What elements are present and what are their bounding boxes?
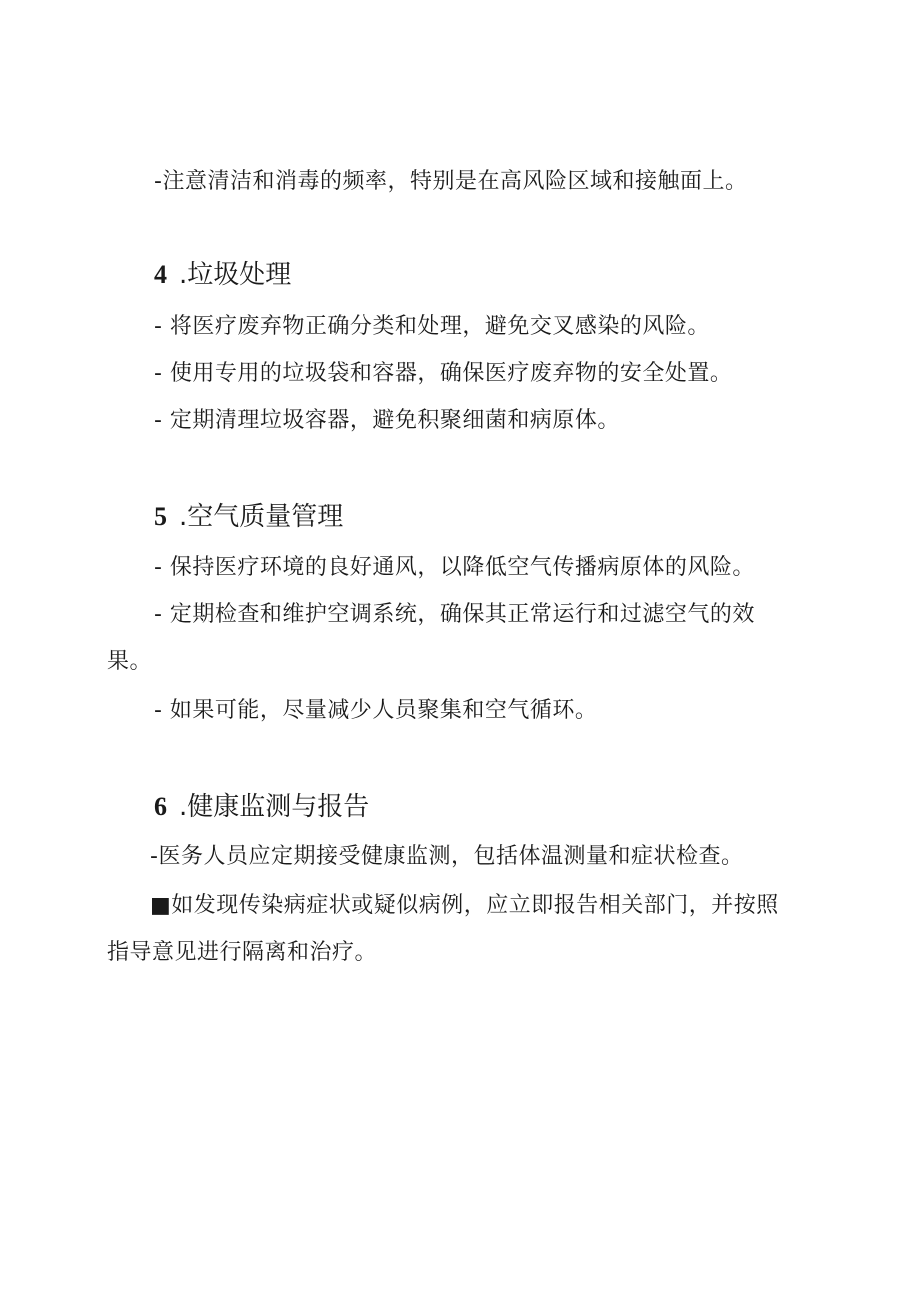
section-number: 5 (154, 502, 167, 531)
list-item: - 使用专用的垃圾袋和容器，确保医疗废弃物的安全处置。 (154, 361, 733, 386)
section-title: .健康监测与报告 (179, 792, 370, 822)
item-cleaning-frequency: -注意清洁和消毒的频率，特别是在高风险区域和接触面上。 (154, 169, 748, 194)
section-title: .垃圾处理 (179, 260, 292, 290)
list-item: - 定期检查和维护空调系统，确保其正常运行和过滤空气的效 (154, 602, 755, 627)
list-item: - 保持医疗环境的良好通风，以降低空气传播病原体的风险。 (154, 555, 755, 580)
list-item: ■如发现传染病症状或疑似病例，应立即报告相关部门，并按照 (150, 893, 779, 918)
list-item-continuation: 果。 (107, 649, 153, 674)
section-title: .空气质量管理 (179, 502, 344, 532)
list-item: - 将医疗废弃物正确分类和处理，避免交叉感染的风险。 (154, 314, 710, 339)
list-item: -医务人员应定期接受健康监测，包括体温测量和症状检查。 (150, 844, 744, 869)
section-heading-4 (154, 258, 291, 292)
section-number: 6 (154, 792, 167, 821)
list-item: - 定期清理垃圾容器，避免积聚细菌和病原体。 (154, 408, 620, 433)
section-number: 4 (154, 260, 167, 289)
section-heading-5 (154, 500, 343, 534)
section-heading-6 (154, 790, 369, 824)
list-item: - 如果可能，尽量减少人员聚集和空气循环。 (154, 698, 598, 723)
list-item-continuation: 指导意见进行隔离和治疗。 (107, 940, 378, 965)
